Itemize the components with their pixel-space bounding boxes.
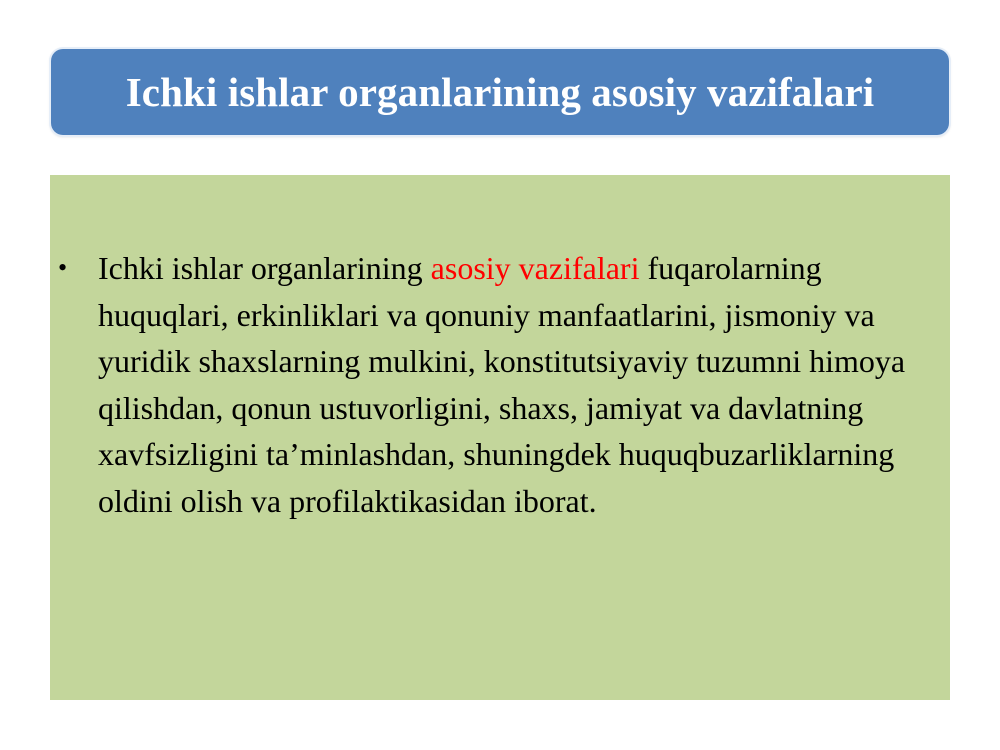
content-panel: [50, 175, 950, 700]
bullet-text-highlight: asosiy vazifalari: [430, 250, 640, 286]
bullet-text-start: Ichki ishlar organlarining: [98, 250, 431, 286]
slide-title-banner: [51, 49, 949, 135]
bullet-icon: •: [58, 253, 68, 282]
slide-title: Ichki ishlar organlarining asosiy vazifalari: [125, 69, 875, 115]
bullet-text: [98, 245, 943, 524]
bullet-item: [58, 245, 943, 524]
bullet-text-end: fuqarolarning huquqlari, erkinliklari va qonuniy manfaatlarini, jismoniy va yuridik shaxslarning mulkini, konstitutsiyaviy tuzumni himoya qilishdan, qonun ustuvorligini, shaxs, jamiyat va davlatning xavfsizligini ta’minlashdan, shuningdek huquqbuzarliklarning oldini olish va profilaktikasidan iborat.: [98, 250, 906, 519]
